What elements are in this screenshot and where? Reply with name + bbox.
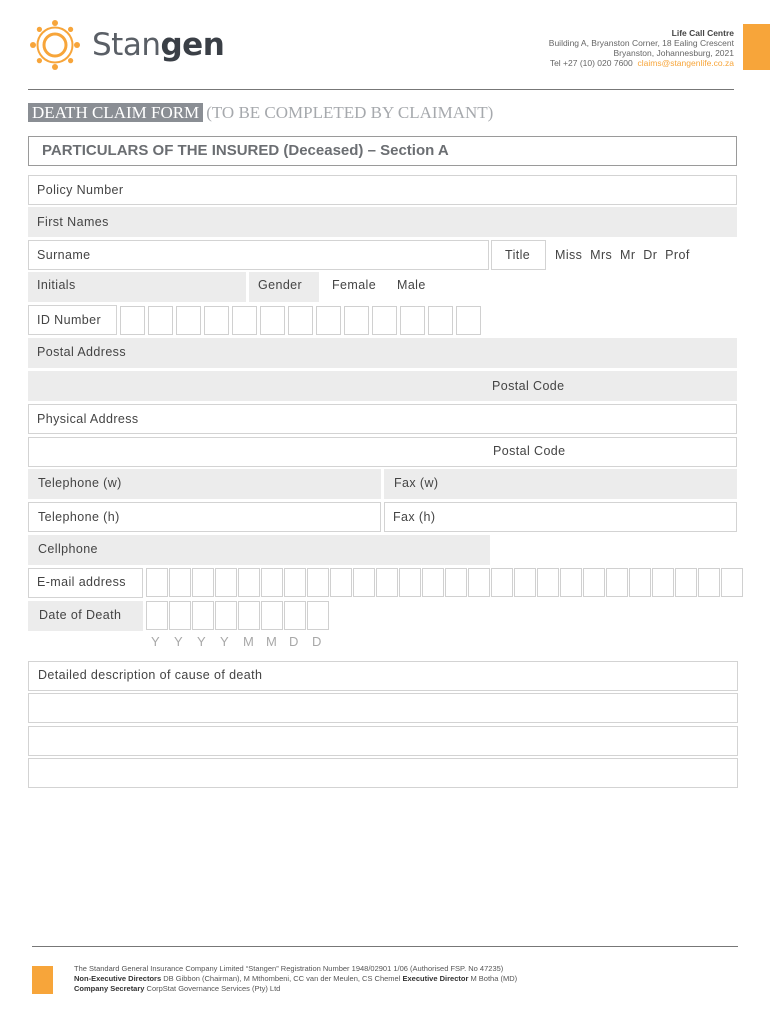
date-format-letter: M [243,634,254,649]
email-char-box[interactable] [491,568,513,597]
section-a-title: PARTICULARS OF THE INSURED (Deceased) – Section A [42,142,449,159]
email-char-box[interactable] [445,568,467,597]
email-char-box[interactable] [146,568,168,597]
cause-of-death-label: Detailed description of cause of death [38,668,263,682]
contact-email[interactable]: claims@stangenlife.co.za [637,58,734,68]
email-char-box[interactable] [169,568,191,597]
contact-tel-email [549,58,734,68]
first-names-label: First Names [37,215,109,229]
first-names-field[interactable] [28,207,737,237]
surname-label: Surname [37,248,91,262]
date-format-letter: D [312,634,322,649]
date-digit-box[interactable] [307,601,329,630]
telephone-h-label: Telephone (h) [38,510,120,524]
footer-sec-name: CorpStat Governance Services (Pty) Ltd [146,984,281,993]
cellphone-label: Cellphone [38,542,98,556]
date-format-letter: D [289,634,299,649]
date-of-death-label: Date of Death [39,608,122,622]
email-char-box[interactable] [675,568,697,597]
footer-ned-names: DB Gibbon (Chairman), M Mthombeni, CC van der Meulen, CS Chemel [163,974,401,983]
footer-secretary [74,984,517,994]
email-char-box[interactable] [560,568,582,597]
email-char-box[interactable] [376,568,398,597]
fax-h-field[interactable] [384,502,737,532]
date-format-letter: Y [151,634,160,649]
contact-address-line2: Bryanston, Johannesburg, 2021 [613,48,734,58]
gender-option-female[interactable]: Female [332,278,377,292]
email-char-box[interactable] [606,568,628,597]
date-digit-box[interactable] [284,601,306,630]
physical-address-label: Physical Address [37,412,139,426]
date-digit-box[interactable] [192,601,214,630]
fax-w-label: Fax (w) [394,476,439,490]
date-digit-box[interactable] [215,601,237,630]
date-format-letter: M [266,634,277,649]
form-title-rest: (TO BE COMPLETED BY CLAIMANT) [206,103,494,122]
date-digit-box[interactable] [238,601,260,630]
id-number-digit-box[interactable] [400,306,425,335]
id-number-digit-box[interactable] [456,306,481,335]
footer-text [74,964,517,994]
email-char-box[interactable] [353,568,375,597]
email-char-box[interactable] [583,568,605,597]
date-digit-box[interactable] [261,601,283,630]
id-number-digit-box[interactable] [372,306,397,335]
email-char-box[interactable] [261,568,283,597]
telephone-w-label: Telephone (w) [38,476,122,490]
email-char-box[interactable] [192,568,214,597]
policy-number-label: Policy Number [37,183,124,197]
footer-exec-names: M Botha (MD) [470,974,518,983]
id-number-digit-box[interactable] [288,306,313,335]
contact-title: Life Call Centre [671,28,734,38]
date-digit-box[interactable] [146,601,168,630]
cause-of-death-line2[interactable] [28,693,738,723]
id-number-digit-box[interactable] [232,306,257,335]
title-options[interactable]: Miss Mrs Mr Dr Prof [555,248,690,262]
footer-sec-label: Company Secretary [74,984,145,993]
form-title [28,103,493,123]
cause-of-death-line4[interactable] [28,758,738,788]
id-number-digit-box[interactable] [260,306,285,335]
brand-wordmark [92,27,224,63]
email-char-box[interactable] [284,568,306,597]
email-char-box[interactable] [698,568,720,597]
id-number-digit-box[interactable] [428,306,453,335]
postal-address-line2[interactable] [28,371,737,401]
physical-address-line2[interactable] [28,437,737,467]
orange-accent-tab-bottom [32,966,53,994]
email-char-box[interactable] [307,568,329,597]
email-char-box[interactable] [215,568,237,597]
id-number-digit-box[interactable] [344,306,369,335]
footer-ned-label: Non-Executive Directors [74,974,162,983]
email-char-box[interactable] [330,568,352,597]
email-char-box[interactable] [514,568,536,597]
postal-code-label-2: Postal Code [493,444,566,458]
title-label: Title [505,248,531,262]
date-digit-box[interactable] [169,601,191,630]
cause-of-death-line3[interactable] [28,726,738,756]
email-char-box[interactable] [652,568,674,597]
gender-option-male[interactable]: Male [397,278,426,292]
header-divider [28,89,734,90]
footer-directors [74,974,517,984]
email-char-box[interactable] [399,568,421,597]
id-number-digit-box[interactable] [120,306,145,335]
gender-label: Gender [258,278,303,292]
email-char-box[interactable] [468,568,490,597]
stangen-logo-icon [30,20,80,70]
surname-field[interactable] [28,240,489,270]
postal-code-label: Postal Code [492,379,565,393]
date-format-letter: Y [220,634,229,649]
brand-name-light: Stan [92,27,161,63]
date-format-letter: Y [197,634,206,649]
contact-address-line1: Building A, Bryanston Corner, 18 Ealing Crescent [548,38,734,48]
section-a-heading [28,136,737,166]
id-number-digit-box[interactable] [316,306,341,335]
id-number-digit-box[interactable] [204,306,229,335]
email-char-box[interactable] [629,568,651,597]
contact-tel: Tel +27 (10) 020 7600 [549,58,633,68]
id-number-label: ID Number [37,313,102,327]
postal-address-label: Postal Address [37,345,126,359]
email-char-box[interactable] [537,568,559,597]
orange-accent-tab-top [743,24,770,70]
initials-label: Initials [37,278,76,292]
policy-number-field[interactable] [28,175,737,205]
brand-name-bold: gen [160,27,225,63]
footer-company: The Standard General Insurance Company Limited “Stangen” Registration Number 1948/02901 1/06 (Authorised FSP. No 47235) [74,964,504,973]
postal-address-field[interactable] [28,338,737,368]
contact-block [549,28,734,68]
form-title-highlight: DEATH CLAIM FORM [28,103,203,122]
email-address-label: E-mail address [37,575,126,589]
email-char-box[interactable] [422,568,444,597]
id-number-digit-box[interactable] [176,306,201,335]
email-char-box[interactable] [238,568,260,597]
date-format-letter: Y [174,634,183,649]
footer-divider [32,946,738,947]
email-char-box[interactable] [721,568,743,597]
fax-h-label: Fax (h) [393,510,436,524]
id-number-digit-box[interactable] [148,306,173,335]
footer-exec-label: Executive Director [402,974,469,983]
